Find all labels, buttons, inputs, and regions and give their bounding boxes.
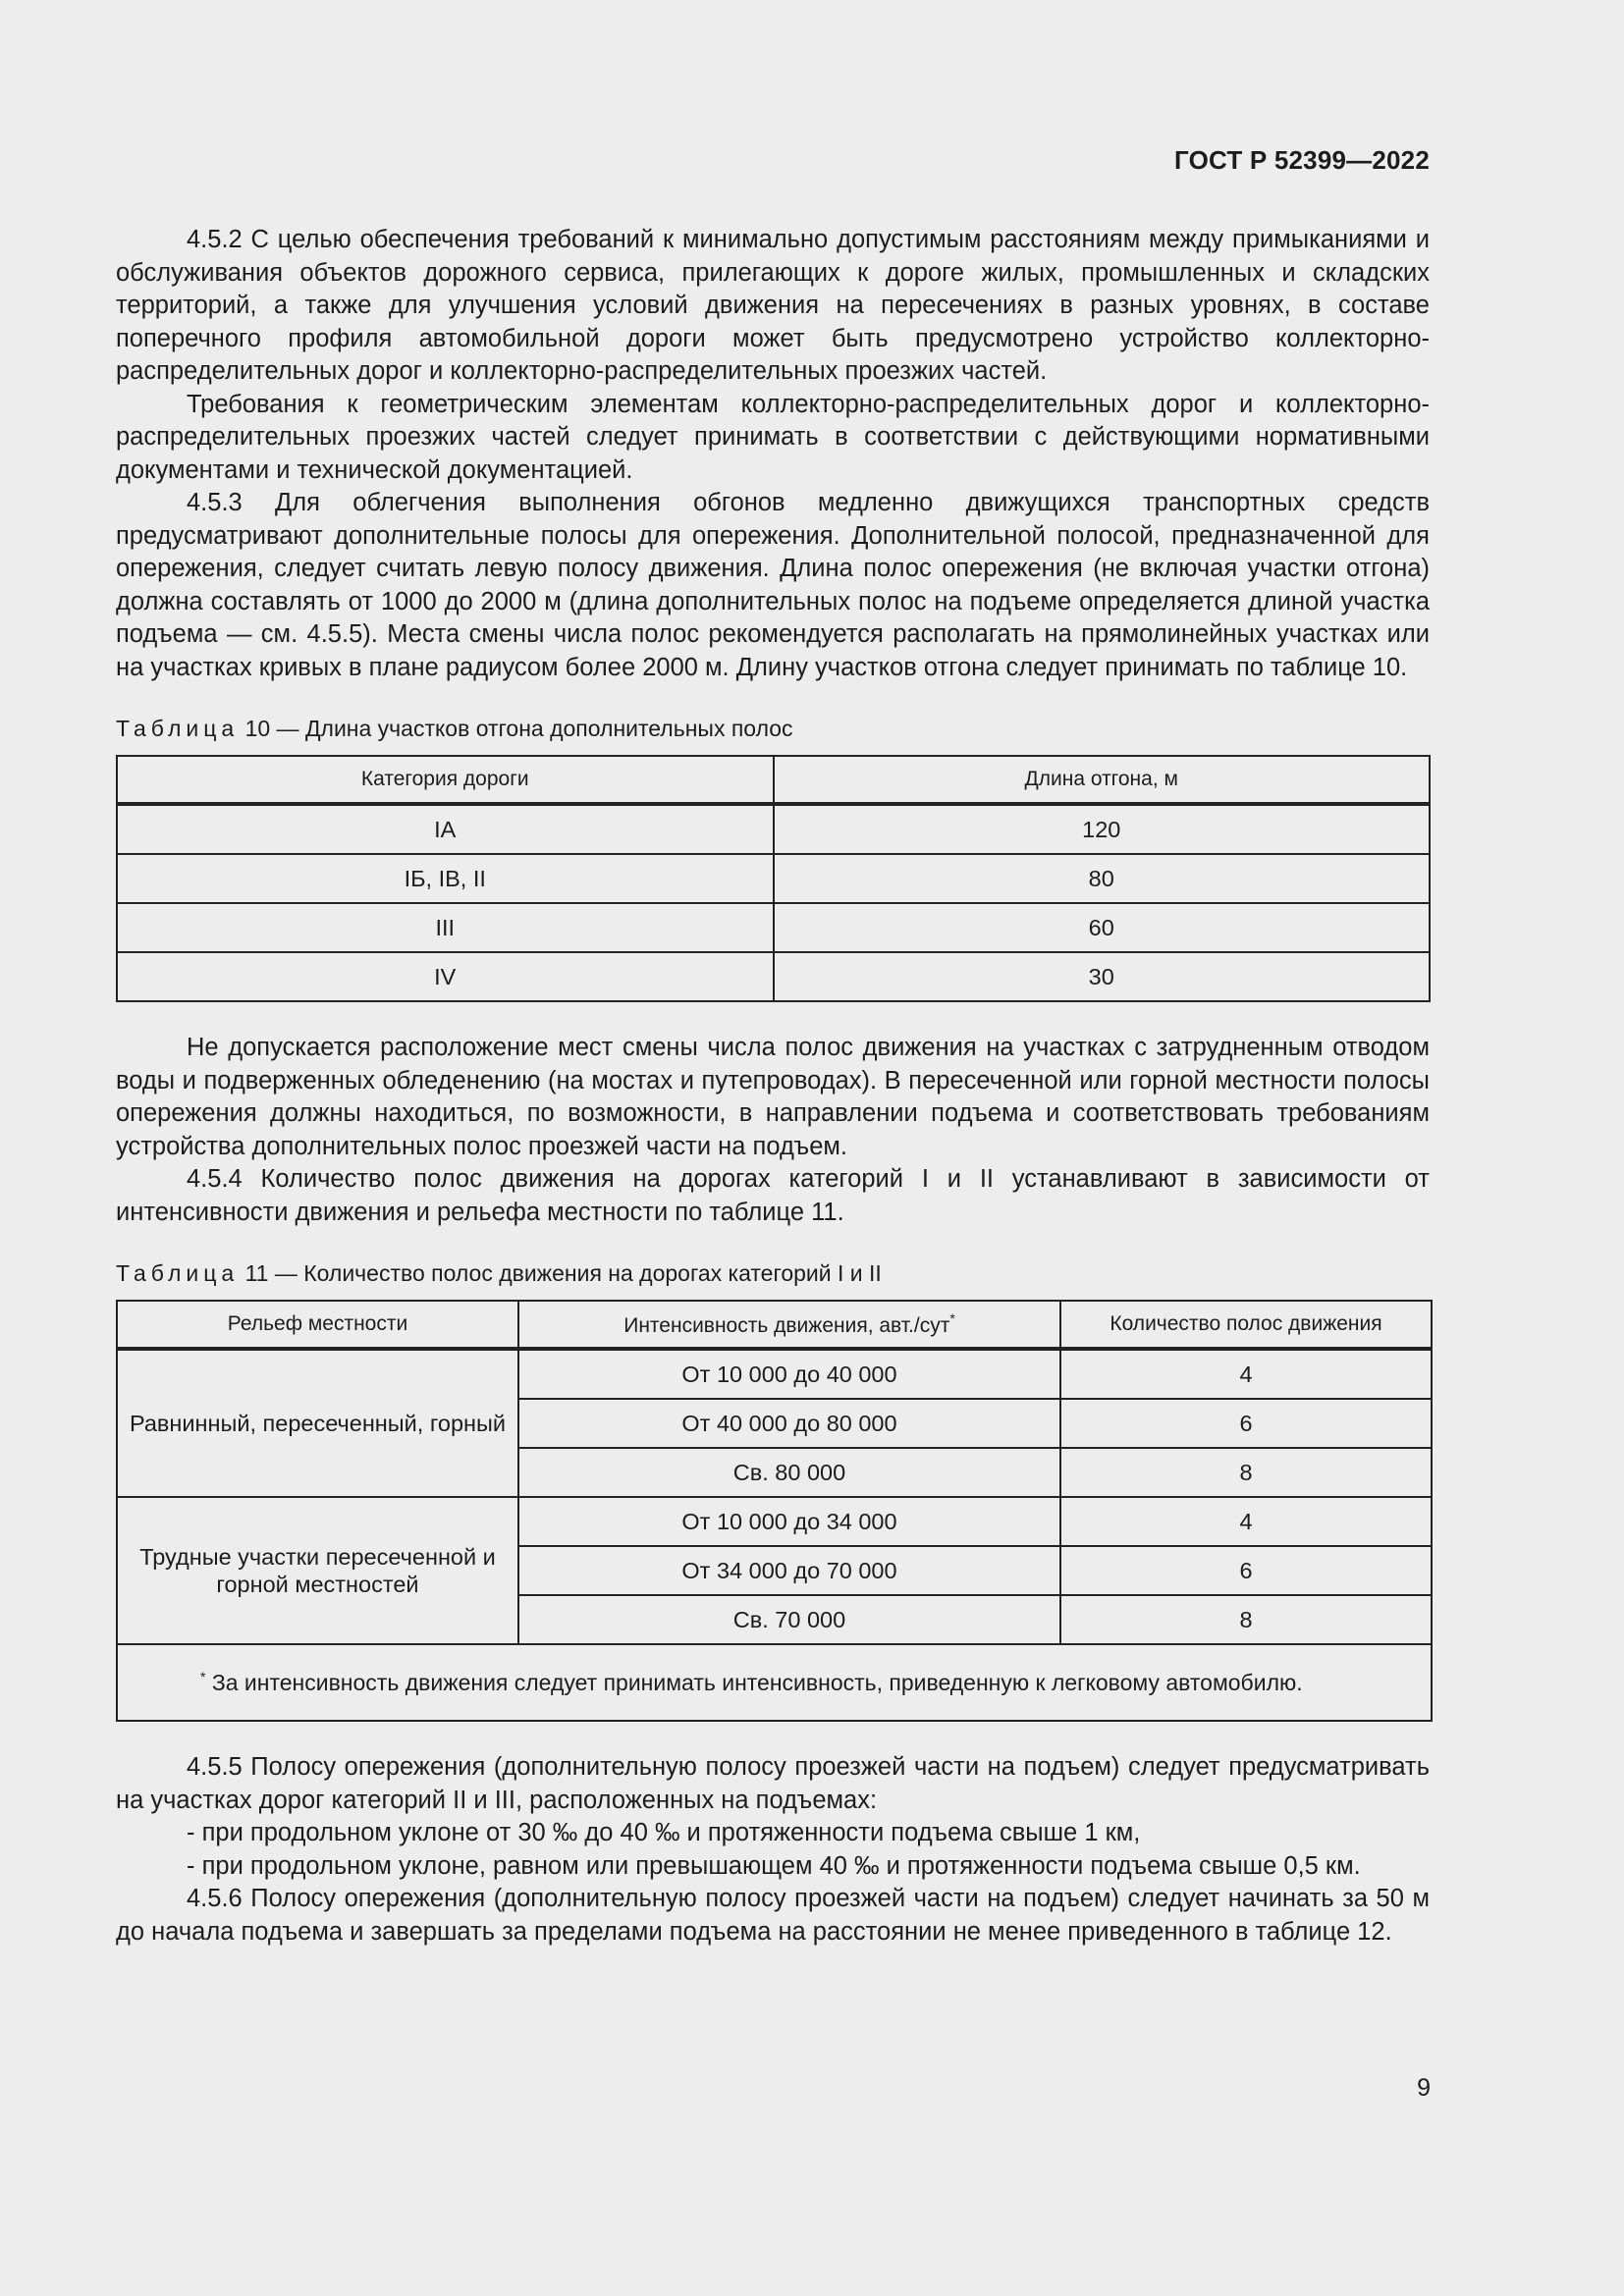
paragraph-4-5-3: 4.5.3 Для облегчения выполнения обгонов медленно движущихся транспортных средств предусматривают дополнительные полосы для опережения. Дополнительной полосой, предназначенной для опережения, следует считать левую полосу движения. Длина полос опережения (не включая участки отгона) должна составлять от 1000 до 2000 м (длина дополнительных полос на подъеме определяется длиной участка подъема — см. 4.5.5). Места смены числа полос рекомендуется располагать на прямолинейных участках или на участках кривых в плане радиусом более 2000 м. Длину участков отгона следует принимать по таблице 10. xyxy=(116,489,1430,681)
table-row xyxy=(117,903,1430,952)
table11-footnote-text: За интенсивность движения следует принимать интенсивность, приведенную к легковому автомобилю. xyxy=(211,1670,1303,1695)
table11-relief-cell: Трудные участки пересеченной и горной местностей xyxy=(117,1497,518,1644)
table11-cell-intensity: Св. 80 000 xyxy=(518,1448,1060,1497)
table11-cell-lanes: 6 xyxy=(1060,1546,1432,1595)
table10-cell-category: IV xyxy=(117,952,774,1001)
table10-caption xyxy=(116,714,1430,743)
table10-cell-category: III xyxy=(117,903,774,952)
table10-cell-category: IА xyxy=(117,804,774,854)
table11-cell-lanes: 6 xyxy=(1060,1399,1432,1448)
table11-relief-cell: Равнинный, пересеченный, горный xyxy=(117,1349,518,1497)
table-row xyxy=(117,1349,1432,1399)
table10-cell-length: 30 xyxy=(774,952,1431,1001)
table11-cell-intensity: От 34 000 до 70 000 xyxy=(518,1546,1060,1595)
table11-cell-intensity: От 10 000 до 34 000 xyxy=(518,1497,1060,1546)
table11-caption-prefix: Таблица xyxy=(116,1260,240,1286)
table11-header-lanes: Количество полос движения xyxy=(1060,1301,1432,1349)
footnote-marker: * xyxy=(949,1310,955,1326)
table11-cell-intensity: От 10 000 до 40 000 xyxy=(518,1349,1060,1399)
table-row xyxy=(117,952,1430,1001)
table10-caption-prefix: Таблица xyxy=(116,716,240,741)
page-number: 9 xyxy=(1417,2074,1431,2102)
table-row xyxy=(117,854,1430,903)
footnote-marker: * xyxy=(200,1669,206,1684)
table10-cell-length: 60 xyxy=(774,903,1431,952)
paragraph-4-5-5: 4.5.5 Полосу опережения (дополнительную полосу проезжей части на подъем) следует предусматривать на участках дорог категорий II и III, расположенных на подъемах: xyxy=(116,1753,1430,1814)
table10-header-length: Длина отгона, м xyxy=(774,756,1431,804)
table-11 xyxy=(116,1300,1433,1722)
table11-cell-lanes: 4 xyxy=(1060,1497,1432,1546)
middle-text-block xyxy=(116,1032,1430,1229)
table11-header-row xyxy=(117,1301,1432,1349)
table10-cell-length: 80 xyxy=(774,854,1431,903)
table11-header-relief: Рельеф местности xyxy=(117,1301,518,1349)
table11-cell-intensity: От 40 000 до 80 000 xyxy=(518,1399,1060,1448)
paragraph-4-5-2: 4.5.2 С целью обеспечения требований к минимально допустимым расстояниям между примыканиями и обслуживания объектов дорожного сервиса, прилегающих к дороге жилых, промышленных и складских территорий, а также для улучшения условий движения на пересечениях в разных уровнях, в составе поперечного профиля автомобильной дороги может быть предусмотрено устройство коллекторно-распределительных дорог и коллекторно-распределительных проезжих частей. xyxy=(116,226,1430,385)
paragraph-lane-change: Не допускается расположение мест смены числа полос движения на участках с затрудненным отводом воды и подверженных обледенению (на мостах и путепроводах). В пересеченной или горной местности полосы опережения должны находиться, по возможности, в направлении подъема и соответствовать требованиям устройства дополнительных полос проезжей части на подъем. xyxy=(116,1034,1430,1160)
paragraph-4-5-6: 4.5.6 Полосу опережения (дополнительную полосу проезжей части на подъем) следует начинать за 50 м до начала подъема и завершать за пределами подъема на расстоянии не менее приведенного в таблице 12. xyxy=(116,1885,1430,1946)
table11-cell-lanes: 4 xyxy=(1060,1349,1432,1399)
table-row xyxy=(117,1497,1432,1546)
table11-cell-lanes: 8 xyxy=(1060,1448,1432,1497)
table-10 xyxy=(116,755,1431,1002)
table11-cell-lanes: 8 xyxy=(1060,1595,1432,1644)
page-content xyxy=(116,224,1430,1949)
table10-cell-category: IБ, IВ, II xyxy=(117,854,774,903)
table11-cell-intensity: Св. 70 000 xyxy=(518,1595,1060,1644)
paragraph-requirements: Требования к геометрическим элементам коллекторно-распределительных дорог и коллекторно-распределительных проезжих частей следует принимать в соответствии с действующими нормативными документами и технической документацией. xyxy=(116,390,1430,484)
table11-footnote xyxy=(117,1644,1432,1721)
table10-header-category: Категория дороги xyxy=(117,756,774,804)
table10-caption-text: 10 — Длина участков отгона дополнительных полос xyxy=(244,716,793,741)
paragraph-4-5-4: 4.5.4 Количество полос движения на дорогах категорий I и II устанавливают в зависимости от интенсивности движения и рельефа местности по таблице 11. xyxy=(116,1165,1430,1226)
table10-cell-length: 120 xyxy=(774,804,1431,854)
document-id: ГОСТ Р 52399—2022 xyxy=(1174,145,1430,175)
table11-footnote-row xyxy=(117,1644,1432,1721)
table11-header-intensity-label: Интенсивность движения, авт./сут xyxy=(623,1314,950,1337)
table11-caption xyxy=(116,1258,1430,1288)
bottom-text-block xyxy=(116,1751,1430,1949)
list-item: - при продольном уклоне от 30 ‰ до 40 ‰ и протяженности подъема свыше 1 км, xyxy=(187,1819,1141,1846)
table11-caption-text: 11 — Количество полос движения на дорогах категорий I и II xyxy=(244,1260,882,1286)
table11-header-intensity xyxy=(518,1301,1060,1349)
table10-header-row xyxy=(117,756,1430,804)
table-row xyxy=(117,804,1430,854)
list-item: - при продольном уклоне, равном или превышающем 40 ‰ и протяженности подъема свыше 0,5 км. xyxy=(187,1851,1361,1880)
